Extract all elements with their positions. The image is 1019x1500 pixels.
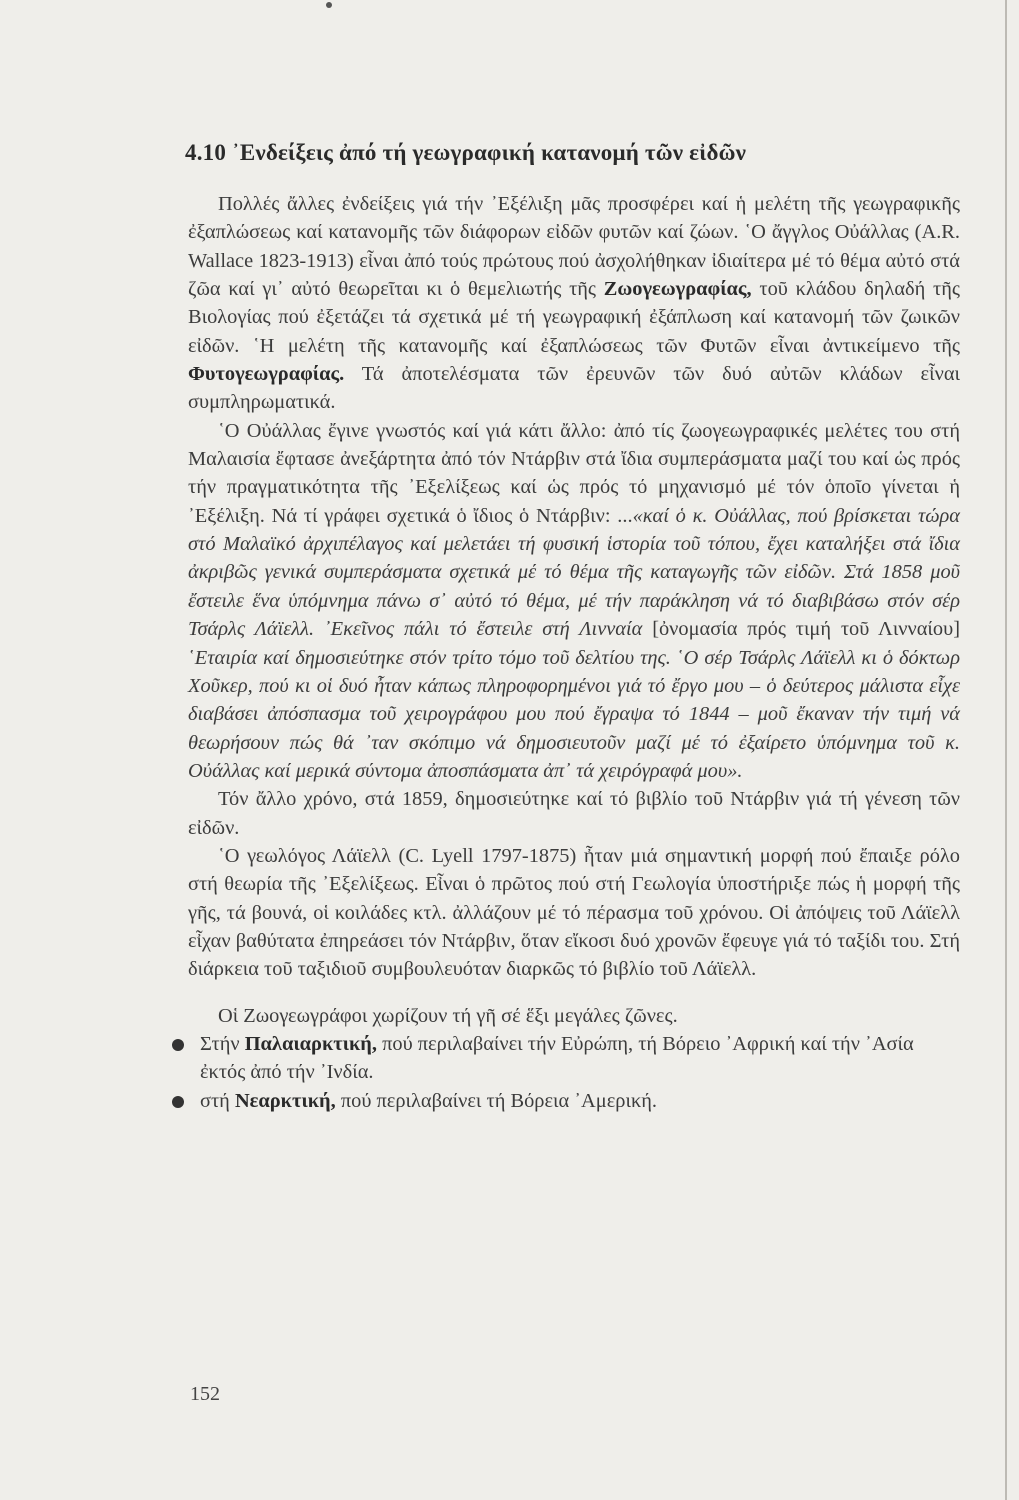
list-item-text: πού περιλαβαίνει τή Βόρεια ᾿Αμερική. bbox=[335, 1089, 657, 1112]
darwin-quote-part-2: ῾Εταιρία καί δημοσιεύτηκε στόν τρίτο τόμο τοῦ δελτίου της. ῾Ο σέρ Τσάρλς Λάϊελλ κι ὁ δόκτωρ Χοῦκερ, πού κι οἱ δυό ἦταν κάπως πληροφορημένοι γιά τό ἔργο μου – ὁ δεύτερος μάλιστα εἶχε διαβάσει ἀπόσπασμα τοῦ χειρογράφου μου πού ἔγραψα τό 1844 – μοῦ ἔκαναν τήν τιμή νά θεωρήσουν πώς θά ᾿ταν σκόπιμο νά δημοσιευτοῦν μαζί μέ τό ἐξαίρετο ὑπόμνημα τοῦ κ. Οὐάλλας καί μερικά σύντομα ἀποσπάσματα ἀπ᾿ τά χειρόγραφά μου». bbox=[188, 646, 960, 782]
section-heading: 4.10 ᾿Ενδείξεις ἀπό τή γεωγραφική κατανομή τῶν εἰδῶν bbox=[185, 140, 747, 165]
list-item-text: πού περιλαβαίνει τήν Εὐρώπη, τή Βόρειο ᾿Αφρική καί τήν ᾿Ασία ἐκτός ἀπό τήν ᾿Ινδία. bbox=[200, 1032, 914, 1084]
paragraph-text: τοῦ κλάδου δηλαδή τῆς Βιολογίας πού ἐξετάζει τά σχετικά μέ τή γεωγραφική ἐξάπλωση καί κατανομή τῶν ζωικῶν εἰδῶν. ῾Η μελέτη τῆς κατανομῆς καί ἐξαπλώσεως τῶν Φυτῶν εἶναι ἀντικείμενο τῆς bbox=[188, 278, 960, 357]
zones-list bbox=[188, 1030, 960, 1115]
page-number: 152 bbox=[190, 1383, 220, 1405]
term-zoogeography: Ζωογεωγραφίας, bbox=[603, 278, 752, 301]
darwin-quote-part-1: «καί ὁ κ. Οὐάλλας, πού βρίσκεται τώρα στό Μαλαϊκό ἀρχιπέλαγος καί μελετάει τή φυσική ἱστορία τοῦ τόπου, ἔχει καταλήξει στά ἴδια ἀκριβῶς γενικά συμπεράσματα σχετικά μέ τό θέμα τῆς καταγωγῆς τῶν εἰδῶν. Στά 1858 μοῦ ἔστειλε ἕνα ὑπόμνημα πάνω σ᾿ αὐτό τό θέμα, μέ τήν παράκληση νά τό διαβιβάσω στόν σέρ Τσάρλς Λάϊελλ. ᾿Εκεῖνος πάλι τό ἔστειλε στή Λινναία bbox=[188, 504, 960, 641]
paragraph-darwin-quote bbox=[188, 417, 960, 785]
paragraph-lyell: ῾Ο γεωλόγος Λάϊελλ (C. Lyell 1797-1875) ἦταν μιά σημαντική μορφή πού ἔπαιξε ρόλο στή θεωρία τῆς ᾿Εξελίξεως. Εἶναι ὁ πρῶτος πού στή Γεωλογία ὑποστήριξε πώς ἡ μορφή τῆς γῆς, τά βουνά, οἱ κοιλάδες κτλ. ἀλλάζουν μέ τό πέρασμα τοῦ χρόνου. Οἱ ἀπόψεις τοῦ Λάϊελλ εἶχαν βαθύτατα ἐπηρεάσει τόν Ντάρβιν, ὅταν εἴκοσι δυό χρονῶν ἔφευγε γιά τό ταξίδι του. Στή διάρκεια τοῦ ταξιδιοῦ συμβουλευόταν διαρκῶς τό βιβλίο τοῦ Λάϊελλ. bbox=[188, 844, 960, 981]
list-item-text: στή bbox=[200, 1089, 235, 1112]
list-item-text: Στήν bbox=[200, 1032, 245, 1055]
paragraph-text: Τά ἀποτελέσματα τῶν ἐρευνῶν τῶν δυό αὐτῶν κλάδων εἶναι συμπληρωματικά. bbox=[188, 363, 960, 414]
editorial-note: [ὀνομασία πρός τιμή τοῦ Λινναίου] bbox=[642, 618, 960, 641]
page-edge-line bbox=[1005, 0, 1007, 1500]
body-text bbox=[188, 190, 960, 1115]
paragraph-wallace-intro bbox=[188, 190, 960, 417]
paragraph-text: Πολλές ἄλλες ἐνδείξεις γιά τήν ᾿Εξέλιξη μᾶς προσφέρει καί ἡ μελέτη τῆς γεωγραφικῆς ἐξαπλώσεως καί κατανομῆς τῶν διάφορων εἰδῶν φυτῶν καί ζώων. ῾Ο ἄγγλος Οὐάλλας (A.R. Wallace 1823-1913) εἶναι ἀπό τούς πρώτους πού ἀσχολήθηκαν ἰδιαίτερα μέ τό θέμα αὐτό στά ζῶα καί γι᾿ αὐτό θεωρεῖται κι ὁ θεμελιωτής τῆς bbox=[188, 193, 960, 301]
ink-dot bbox=[326, 2, 332, 8]
bullet-dot-icon bbox=[172, 1039, 184, 1051]
term-nearctic: Νεαρκτική, bbox=[234, 1089, 336, 1112]
term-phytogeography: Φυτογεωγραφίας. bbox=[188, 363, 345, 386]
bullet-dot-icon bbox=[172, 1096, 184, 1108]
paragraph-zones-intro: Οἱ Ζωογεωγράφοι χωρίζουν τή γῆ σέ ἕξι μεγάλες ζῶνες. bbox=[218, 1004, 678, 1027]
list-item bbox=[188, 1087, 960, 1115]
paragraph-origin-of-species: Τόν ἄλλο χρόνο, στά 1859, δημοσιεύτηκε καί τό βιβλίο τοῦ Ντάρβιν γιά τή γένεση τῶν εἰδῶν. bbox=[188, 788, 960, 839]
spacer bbox=[188, 984, 960, 1002]
list-item bbox=[188, 1030, 960, 1087]
paragraph-text: ῾Ο Οὐάλλας ἔγινε γνωστός καί γιά κάτι ἄλλο: ἀπό τίς ζωογεωγραφικές μελέτες του στή Μαλαισία ἔφτασε ἀνεξάρτητα ἀπό τόν Ντάρβιν στά ἴδια συμπεράσματα μαζί του καί ὡς πρός τήν πραγματικότητα τῆς ᾿Εξελίξεως καί ὡς πρός τό μηχανισμό μέ τόν ὁποῖο γίνεται ἡ ᾿Εξέλιξη. Νά τί γράφει σχετικά ὁ ἴδιος ὁ Ντάρβιν: ... bbox=[188, 419, 960, 527]
term-palearctic: Παλαιαρκτική, bbox=[244, 1032, 377, 1055]
